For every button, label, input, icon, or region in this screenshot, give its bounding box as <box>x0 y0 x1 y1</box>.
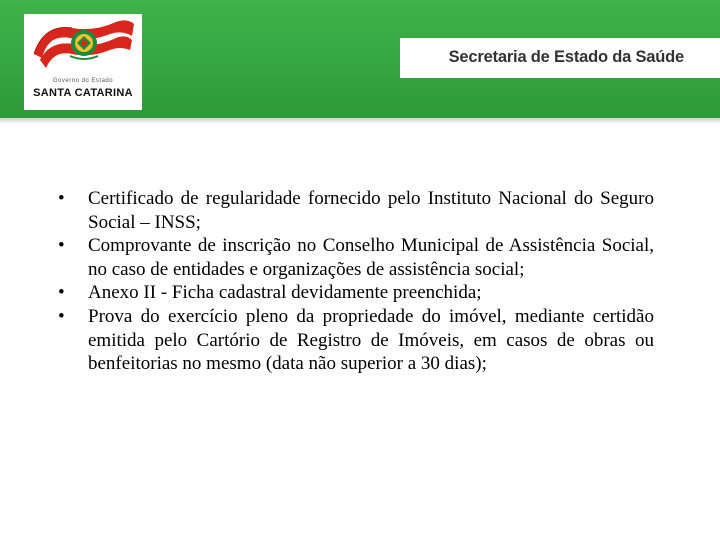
list-item <box>58 281 654 305</box>
logo-state-name: SANTA CATARINA <box>33 87 133 99</box>
requirements-list-container <box>58 187 654 376</box>
logo-subtitle: Governo do Estado <box>52 78 114 84</box>
title-banner <box>400 38 720 78</box>
list-item-text: Anexo II - Ficha cadastral devidamente preenchida; <box>88 282 482 304</box>
state-flag-emblem-icon <box>24 14 142 80</box>
santa-catarina-logo <box>24 14 142 110</box>
page-title: Secretaria de Estado da Saúde <box>448 48 684 66</box>
list-item-text: Comprovante de inscrição no Conselho Municipal de Assistência Social, no caso de entidades e organizações de assistência social; <box>88 235 654 280</box>
bullet-icon: • <box>58 235 65 257</box>
list-item <box>58 234 654 281</box>
list-item <box>58 187 654 234</box>
bullet-icon: • <box>58 188 65 209</box>
bullet-icon: • <box>58 305 65 327</box>
requirements-list <box>58 187 654 376</box>
bullet-icon: • <box>58 282 65 304</box>
list-item <box>58 305 654 376</box>
list-item-text: Certificado de regularidade fornecido pelo Instituto Nacional do Seguro Social – INSS; <box>88 188 654 233</box>
header-shadow <box>0 118 720 124</box>
list-item-text: Prova do exercício pleno da propriedade do imóvel, mediante certidão emitida pelo Cartório de Registro de Imóveis, em casos de obras ou benfeitorias no mesmo (data não superior a 30 dias); <box>88 305 654 375</box>
